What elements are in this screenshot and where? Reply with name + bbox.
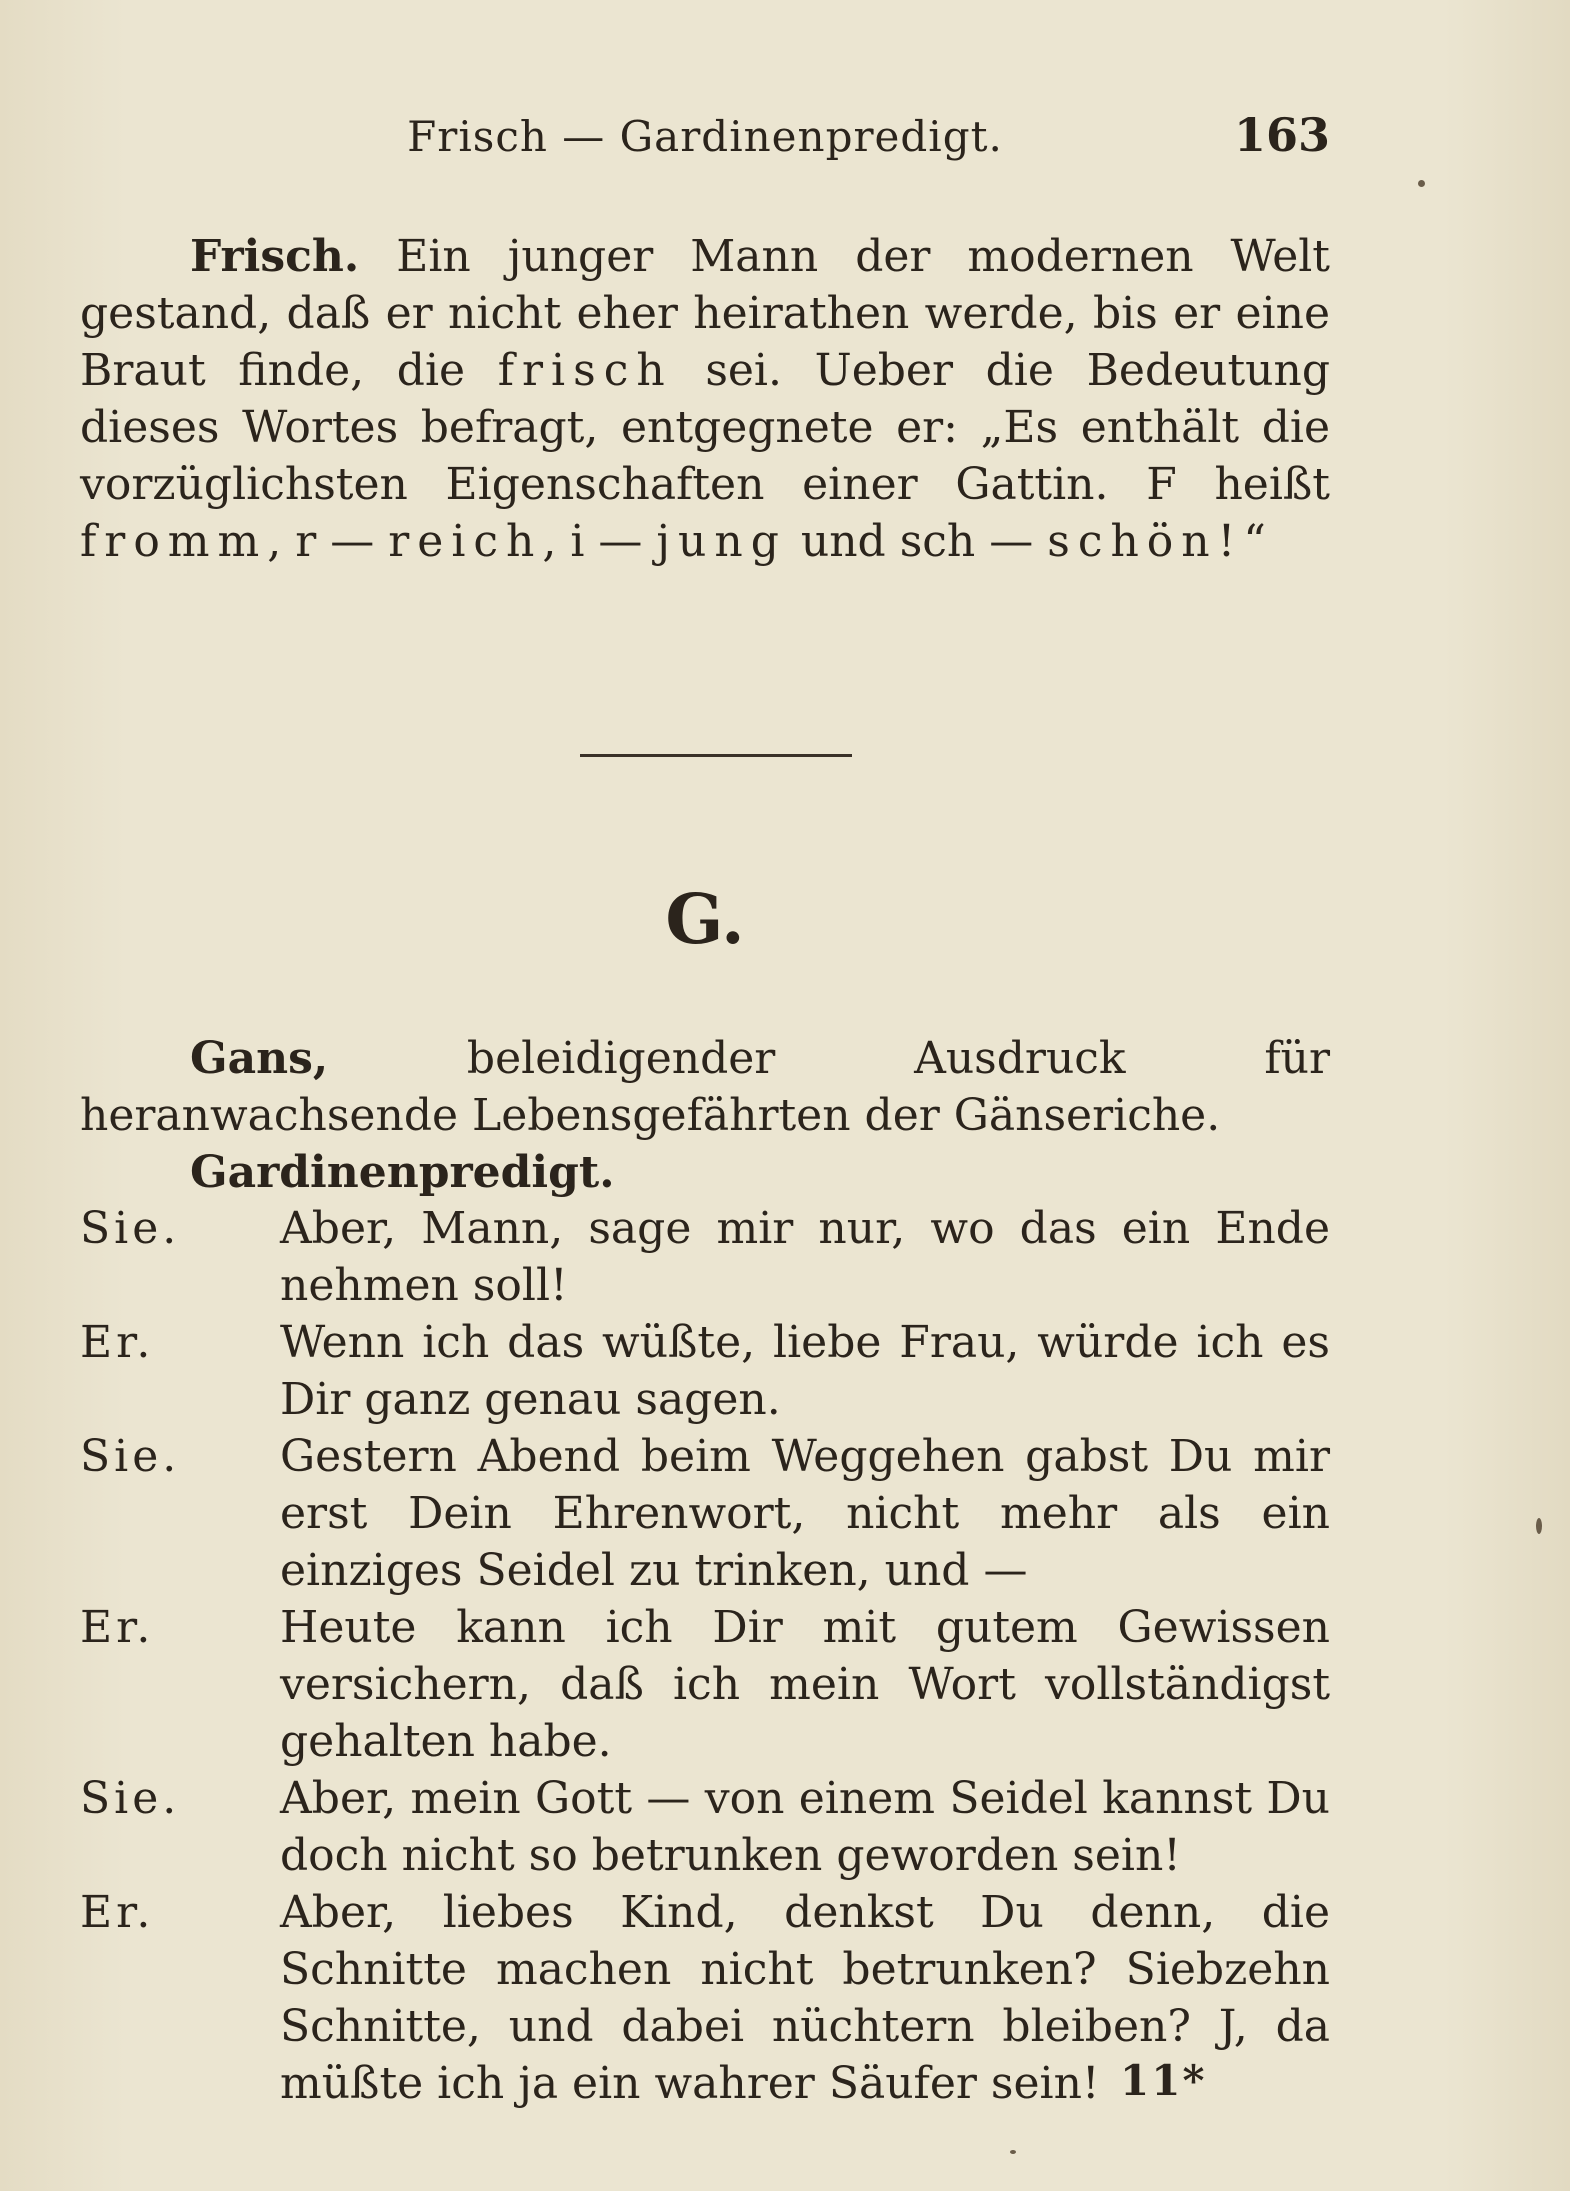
entry-text: , i — <box>542 516 657 567</box>
page-number: 163 <box>1233 108 1330 162</box>
section-divider <box>580 754 852 757</box>
speaker-label: Er. <box>80 1887 155 1938</box>
entry-term: Gardinenpredigt. <box>190 1147 615 1198</box>
speaker-label: Sie. <box>80 1773 181 1824</box>
entry-term: Gans, <box>190 1033 329 1084</box>
section-heading: G. <box>665 880 745 960</box>
speaker-label: Sie. <box>80 1431 181 1482</box>
entry-text: beleidigender Ausdruck für heranwachsende Lebensgefährten der Gänseriche. <box>80 1033 1330 1141</box>
entry-text: sei. Ueber die Bedeutung dieses Wortes befragt, entgegnete er: „Es enthält die vorzüglichsten Eigenschaften einer Gattin. F heißt <box>80 345 1331 510</box>
entry-frisch <box>80 228 1330 570</box>
emphasized-word: schön! <box>1047 516 1244 567</box>
paper-speck <box>1536 1518 1542 1534</box>
running-head: Frisch — Gardinenpredigt. <box>407 112 1003 161</box>
emphasized-word: frisch <box>497 345 673 396</box>
speech-text: Aber, liebes Kind, denkst Du denn, die Schnitte machen nicht betrunken? Siebzehn Schnitte, und dabei nüchtern bleiben? J, da müßte ich ja ein wahrer Säufer sein! <box>280 1887 1330 2109</box>
dialogue <box>80 1200 1330 2112</box>
entry-text: , r — <box>267 516 389 567</box>
dialogue-turn <box>80 1200 1330 1314</box>
entry-text: Ein junger Mann der modernen Welt gestand, daß er nicht eher heirathen werde, bis er eine Braut finde, die <box>80 231 1330 396</box>
speech-text: Aber, Mann, sage mir nur, wo das ein Ende nehmen soll! <box>280 1203 1330 1311</box>
emphasized-word: reich <box>388 516 543 567</box>
dialogue-turn <box>80 1314 1330 1428</box>
emphasized-word: fromm <box>80 516 268 567</box>
speaker-label: Sie. <box>80 1203 181 1254</box>
speech-text: Heute kann ich Dir mit gutem Gewissen versichern, daß ich mein Wort vollständigst gehalten habe. <box>280 1602 1330 1767</box>
closing-quote: “ <box>1243 516 1266 567</box>
signature-mark: 11* <box>1120 2056 1207 2105</box>
page-header <box>80 108 1330 168</box>
speaker-label: Er. <box>80 1317 155 1368</box>
speaker-label: Er. <box>80 1602 155 1653</box>
entry-gardinenpredigt <box>190 1144 1330 1201</box>
entry-text: und sch — <box>786 516 1048 567</box>
dialogue-turn <box>80 1770 1330 1884</box>
dialogue-turn <box>80 1599 1330 1770</box>
entry-gans <box>80 1030 1330 1144</box>
paper-speck <box>1010 2150 1016 2154</box>
speech-text: Wenn ich das wüßte, liebe Frau, würde ich es Dir ganz genau sagen. <box>280 1317 1330 1425</box>
speech-text: Aber, mein Gott — von einem Seidel kannst Du doch nicht so betrunken geworden sein! <box>280 1773 1330 1881</box>
entry-term: Frisch. <box>190 231 360 282</box>
dialogue-turn <box>80 1428 1330 1599</box>
paper-speck <box>1418 180 1425 187</box>
speech-text: Gestern Abend beim Weggehen gabst Du mir erst Dein Ehrenwort, nicht mehr als ein einziges Seidel zu trinken, und — <box>280 1431 1330 1596</box>
emphasized-word: jung <box>656 516 787 567</box>
